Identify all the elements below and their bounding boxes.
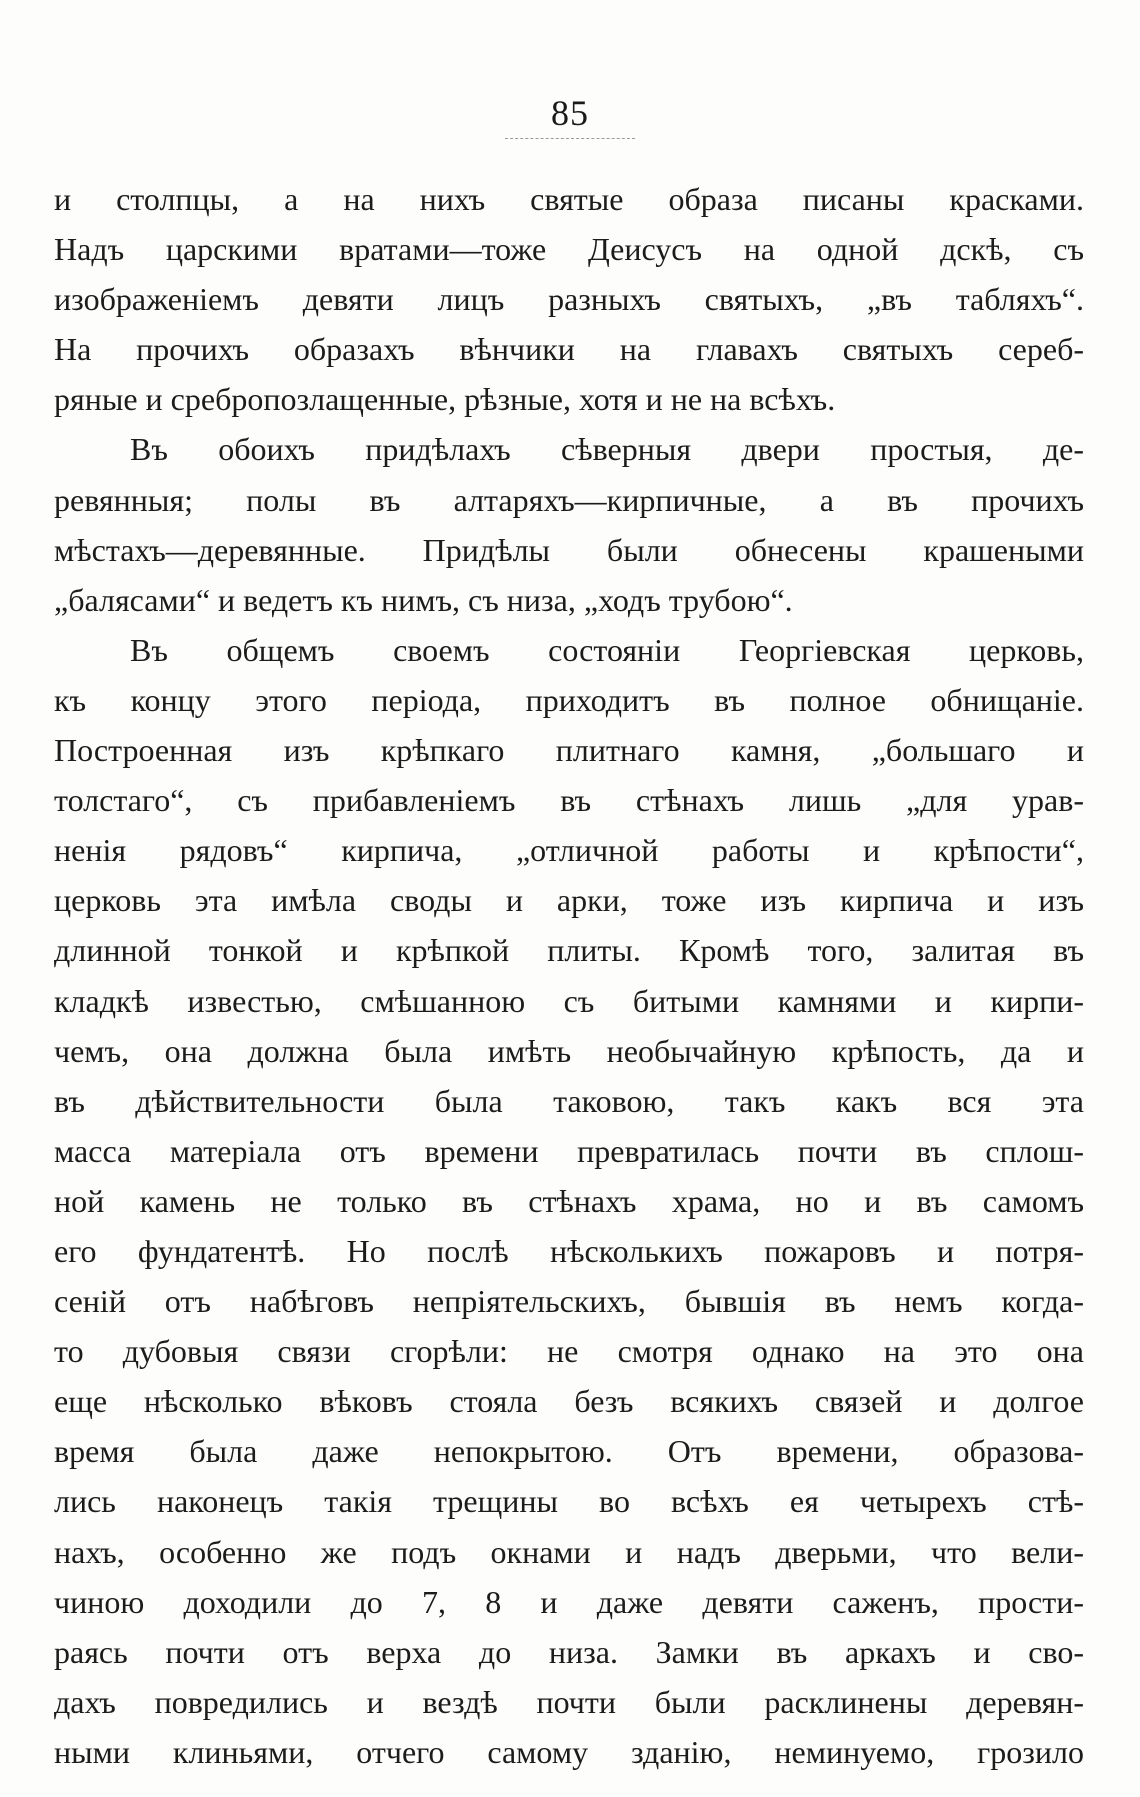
text-line: Построенная изъ крѣпкаго плитнаго камня, „большаго и [54, 732, 1084, 769]
text-line: раясь почти отъ верха до низа. Замки въ аркахъ и сво- [54, 1633, 1084, 1670]
text-line: лись наконецъ такiя трещины во всѣхъ ея четырехъ стѣ- [54, 1483, 1084, 1520]
header-rule [505, 138, 635, 139]
text-line: ными клиньями, отчего самому зданiю, неминуемо, грозило [54, 1733, 1084, 1770]
text-line: толстаго“, съ прибавленiемъ въ стѣнахъ лишь „для урав- [54, 782, 1084, 819]
text-line: длинной тонкой и крѣпкой плиты. Кромѣ того, залитая въ [54, 932, 1084, 969]
text-line: изображенiемъ девяти лицъ разныхъ святыхъ, „въ табляхъ“. [54, 281, 1084, 318]
text-line: еще нѣсколько вѣковъ стояла безъ всякихъ связей и долгое [54, 1383, 1084, 1420]
text-line: чиною доходили до 7, 8 и даже девяти саженъ, прости- [54, 1583, 1084, 1620]
text-line: Въ обоихъ придѣлахъ сѣверныя двери простыя, де- [130, 431, 1084, 468]
text-line: ной камень не только въ стѣнахъ храма, но и въ самомъ [54, 1182, 1084, 1219]
text-line: въ дѣйствительности была таковою, такъ какъ вся эта [54, 1082, 1084, 1119]
text-line: кладкѣ известью, смѣшанною съ битыми камнями и кирпи- [54, 982, 1084, 1019]
text-line: „балясами“ и ведетъ къ нимъ, съ низа, „ходъ трубою“. [54, 581, 793, 618]
text-line: На прочихъ образахъ вѣнчики на главахъ святыхъ сереб- [54, 331, 1084, 368]
body-text [54, 174, 1084, 1777]
page-number: 85 [551, 93, 589, 133]
text-line: къ концу этого перiода, приходитъ въ полное обнищанiе. [54, 681, 1084, 718]
text-line: время была даже непокрытою. Отъ времени, образова- [54, 1433, 1084, 1470]
text-line: сенiй отъ набѣговъ непрiятельскихъ, бывшiя въ немъ когда- [54, 1283, 1084, 1320]
text-line: ревянныя; полы въ алтаряхъ—кирпичные, а въ прочихъ [54, 481, 1084, 518]
text-line: церковь эта имѣла своды и арки, тоже изъ кирпича и изъ [54, 882, 1084, 919]
text-line: ряные и сребропозлащенные, рѣзные, хотя и не на всѣхъ. [54, 381, 836, 418]
text-line: и столпцы, а на нихъ святые образа писаны красками. [54, 181, 1084, 217]
text-line: Надъ царскими вратами—тоже Деисусъ на одной дскѣ, съ [54, 231, 1084, 268]
text-line: нахъ, особенно же подъ окнами и надъ дверьми, что вели- [54, 1533, 1084, 1570]
text-line: Въ общемъ своемъ состоянiи Георгiевская церковь, [130, 631, 1084, 668]
text-line: чемъ, она должна была имѣть необычайную крѣпость, да и [54, 1032, 1084, 1069]
text-line: мѣстахъ—деревянные. Придѣлы были обнесены крашеными [54, 531, 1084, 568]
text-line: дахъ повредились и вездѣ почти были расклинены деревян- [54, 1683, 1084, 1720]
text-line: масса матерiала отъ времени превратилась почти въ сплош- [54, 1132, 1084, 1169]
text-line: его фундатентѣ. Но послѣ нѣсколькихъ пожаровъ и потря- [54, 1232, 1084, 1269]
text-line: то дубовыя связи сгорѣли: не смотря однако на это она [54, 1333, 1084, 1370]
text-line: ненiя рядовъ“ кирпича, „отличной работы и крѣпости“, [54, 832, 1084, 869]
